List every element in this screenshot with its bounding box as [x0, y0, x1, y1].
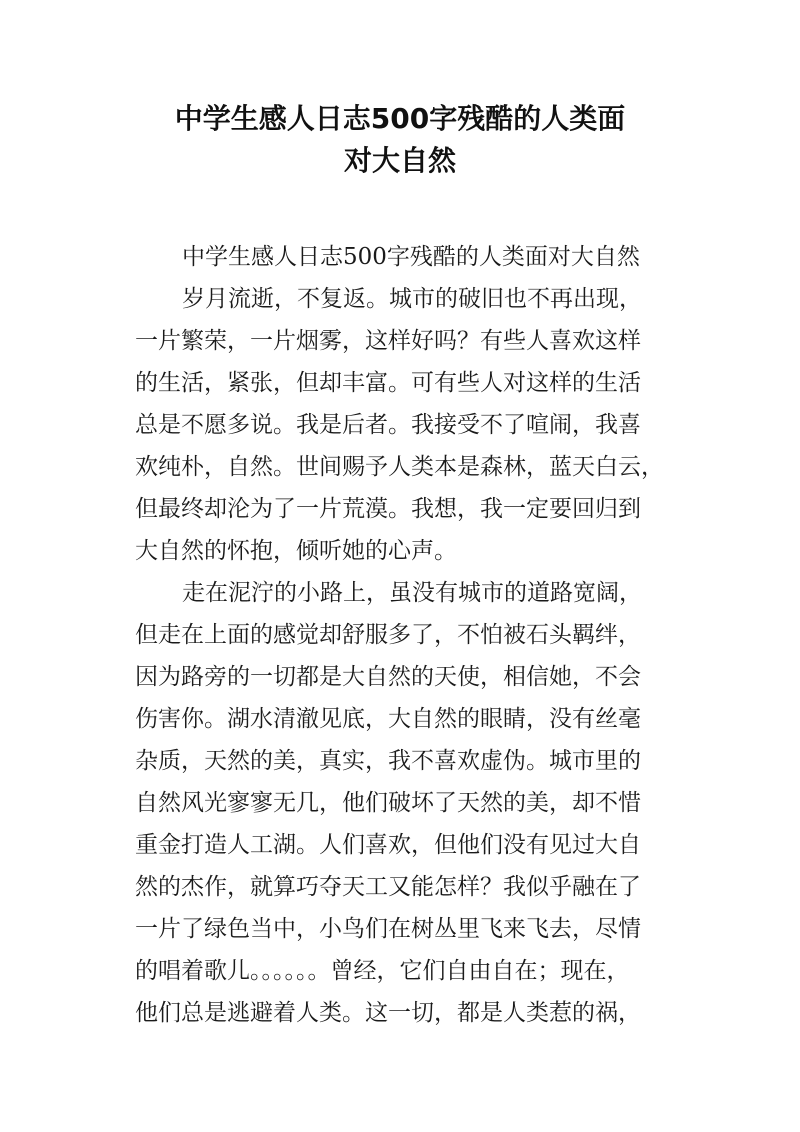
paragraph-line: 自然风光寥寥无几，他们破坏了天然的美，却不惜 — [135, 790, 641, 816]
paragraph-line: 一片繁荣，一片烟雾，这样好吗？有些人喜欢这样 — [135, 328, 641, 354]
paragraph-line: 大自然的怀抱，倾听她的心声。 — [135, 538, 457, 564]
paragraph-line: 但最终却沦为了一片荒漠。我想，我一定要回归到 — [135, 496, 641, 522]
title-line: 对大自然 — [343, 144, 456, 177]
title-line: 中学生感人日志500字残酷的人类面 — [174, 102, 626, 135]
paragraph-line: 他们总是逃避着人类。这一切，都是人类惹的祸， — [135, 1000, 641, 1026]
paragraph-line: 岁月流逝，不复返。城市的破旧也不再出现， — [182, 286, 642, 312]
paragraph-line: 的生活，紧张，但却丰富。可有些人对这样的生活 — [135, 370, 641, 396]
paragraph-line: 总是不愿多说。我是后者。我接受不了喧闹，我喜 — [135, 412, 641, 438]
paragraph-line: 因为路旁的一切都是大自然的天使，相信她，不会 — [135, 664, 641, 690]
paragraph-line: 然的杰作，就算巧夺天工又能怎样？我似乎融在了 — [135, 874, 641, 900]
paragraph-line: 一片了绿色当中，小鸟们在树丛里飞来飞去，尽情 — [135, 916, 641, 942]
paragraph-line: 杂质，天然的美，真实，我不喜欢虚伪。城市里的 — [135, 748, 641, 774]
paragraph-line: 重金打造人工湖。人们喜欢，但他们没有见过大自 — [135, 832, 641, 858]
paragraph-line: 伤害你。湖水清澈见底，大自然的眼睛，没有丝毫 — [135, 706, 641, 732]
paragraph-line: 但走在上面的感觉却舒服多了，不怕被石头羁绊， — [135, 622, 641, 648]
page-title — [100, 98, 700, 182]
paragraph-line: 的唱着歌儿。。。。。。曾经，它们自由自在；现在， — [135, 958, 630, 984]
paragraph-line: 欢纯朴，自然。世间赐予人类本是森林，蓝天白云， — [135, 454, 664, 480]
paragraph-line: 走在泥泞的小路上，虽没有城市的道路宽阔， — [182, 580, 642, 606]
subtitle-line: 中学生感人日志500字残酷的人类面对大自然 — [182, 244, 640, 270]
